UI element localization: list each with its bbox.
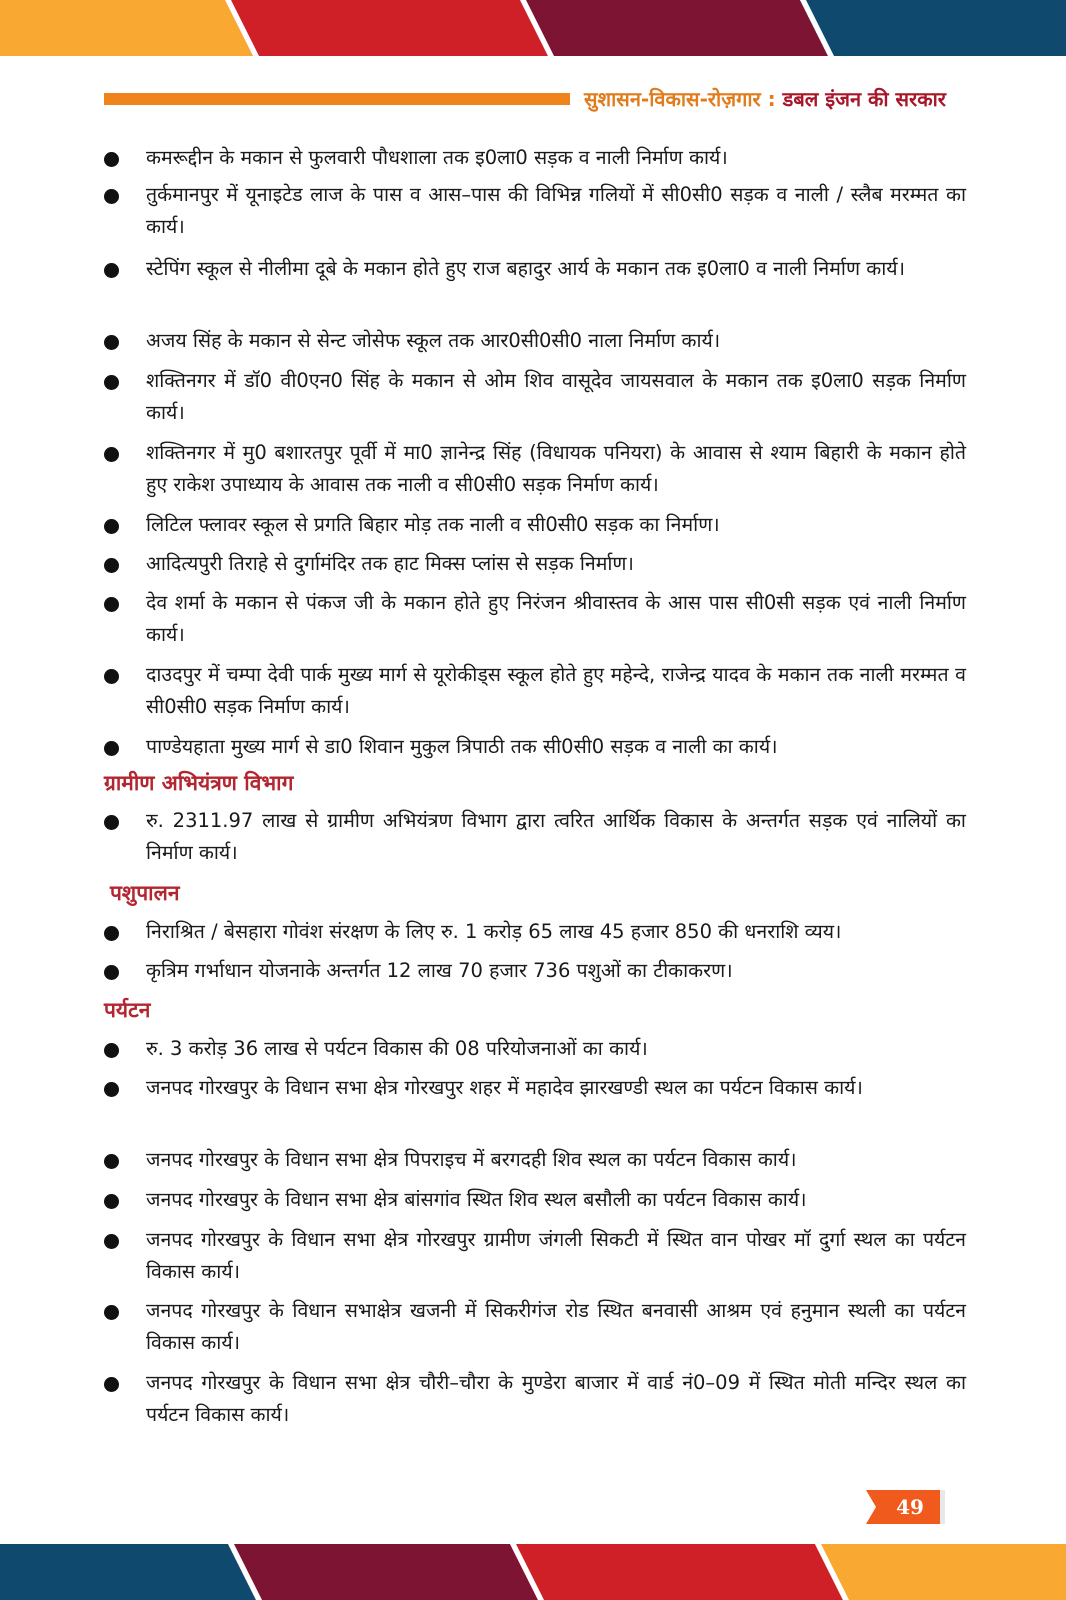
bullet-icon (104, 1043, 119, 1058)
bullet-icon (104, 558, 119, 573)
list-item-text: पाण्डेयहाता मुख्य मार्ग से डा0 शिवान मुकुल त्रिपाठी तक सी0सी0 सड़क व नाली का कार्य। (146, 735, 778, 758)
bullet-icon (104, 263, 119, 278)
bullet-icon (104, 741, 119, 756)
bullet-icon (104, 1377, 119, 1392)
bullet-icon (104, 447, 119, 462)
list-item-text: जनपद गोरखपुर के विधान सभा क्षेत्र बांसगांव स्थित शिव स्थल बसौली का पर्यटन विकास कार्य। (146, 1188, 807, 1211)
section-heading: पर्यटन (104, 997, 151, 1022)
list-item-text: दाउदपुर में चम्पा देवी पार्क मुख्य मार्ग से यूरोकीड्स स्कूल होते हुए महेन्दे, राजेन्द्र यादव के मकान तक नाली मरम्मत व सी0सी0 सड़क निर्माण कार्य। (146, 663, 966, 718)
list-item-text: स्टेपिंग स्कूल से नीलीमा दूबे के मकान होते हुए राज बहादुर आर्य के मकान तक इ0ला0 व नाली निर्माण कार्य। (146, 257, 905, 280)
list-item-text: शक्तिनगर में मु0 बशारतपुर पूर्वी में मा0 ज्ञानेन्द्र सिंह (विधायक पनियरा) के आवास से श्याम बिहारी के मकान होते हुए राकेश उपाध्याय के आवास तक नाली व सी0सी0 सड़क निर्माण कार्य। (146, 441, 966, 496)
top-decorative-band (0, 0, 1066, 56)
list-item-text: तुर्कमानपुर में यूनाइटेड लाज के पास व आस–पास की विभिन्न गलियों में सी0सी0 सड़क व नाली / स्लैब मरम्मत का कार्य। (146, 183, 966, 238)
list-item-text: आदित्यपुरी तिराहे से दुर्गामंदिर तक हाट मिक्स प्लांस से सड़क निर्माण। (146, 552, 634, 575)
list-item-text: अजय सिंह के मकान से सेन्ट जोसेफ स्कूल तक आर0सी0सी0 नाला निर्माण कार्य। (146, 329, 721, 352)
list-item-text: रु. 3 करोड़ 36 लाख से पर्यटन विकास की 08 परियोजनाओं का कार्य। (146, 1037, 648, 1060)
list-item-text: रु. 2311.97 लाख से ग्रामीण अभियंत्रण विभाग द्वारा त्वरित आर्थिक विकास के अन्तर्गत सड़क एवं नालियों का निर्माण कार्य। (146, 809, 966, 864)
section-heading: ग्रामीण अभियंत्रण विभाग (104, 770, 294, 795)
list-item-text: जनपद गोरखपुर के विधान सभा क्षेत्र गोरखपुर ग्रामीण जंगली सिकटी में स्थित वान पोखर मॉ दुर्गा स्थल का पर्यटन विकास कार्य। (146, 1228, 966, 1283)
bullet-icon (104, 519, 119, 534)
list-item-text: जनपद गोरखपुर के विधान सभा क्षेत्र पिपराइच में बरगदही शिव स्थल का पर्यटन विकास कार्य। (146, 1148, 797, 1171)
header-title (584, 84, 964, 114)
list-item-text: जनपद गोरखपुर के विधान सभा क्षेत्र गोरखपुर शहर में महादेव झारखण्डी स्थल का पर्यटन विकास कार्य। (146, 1076, 863, 1099)
list-item-text: कमरूद्दीन के मकान से फुलवारी पौधशाला तक इ0ला0 सड़क व नाली निर्माण कार्य। (146, 146, 728, 169)
list-item-text: शक्तिनगर में डॉ0 वी0एन0 सिंह के मकान से ओम शिव वासूदेव जायसवाल के मकान तक इ0ला0 सड़क निर्माण कार्य। (146, 369, 966, 424)
bullet-icon (104, 669, 119, 684)
bullet-icon (104, 597, 119, 612)
section-heading: पशुपालन (110, 880, 180, 905)
list-item-text: निराश्रित / बेसहारा गोवंश संरक्षण के लिए रु. 1 करोड़ 65 लाख 45 हजार 850 की धनराशि व्यय। (146, 920, 842, 943)
bullet-icon (104, 1305, 119, 1320)
page-number-badge (866, 1490, 962, 1524)
bullet-icon (104, 1234, 119, 1249)
bullet-icon (104, 375, 119, 390)
bullet-icon (104, 189, 119, 204)
list-item-text: लिटिल फ्लावर स्कूल से प्रगति बिहार मोड़ तक नाली व सी0सी0 सड़क का निर्माण। (146, 513, 720, 536)
bullet-icon (104, 1194, 119, 1209)
bullet-icon (104, 965, 119, 980)
list-item-text: जनपद गोरखपुर के विधान सभा क्षेत्र चौरी–चौरा के मुण्डेरा बाजार में वार्ड नं0–09 में स्थित मोती मन्दिर स्थल का पर्यटन विकास कार्य। (146, 1371, 966, 1426)
bullet-icon (104, 335, 119, 350)
bullet-icon (104, 1082, 119, 1097)
bullet-icon (104, 815, 119, 830)
list-item-text: देव शर्मा के मकान से पंकज जी के मकान होते हुए निरंजन श्रीवास्तव के आस पास सी0सी सड़क एवं नाली निर्माण कार्य। (146, 591, 966, 646)
header-title-part1: सुशासन-विकास-रोज़गार : (584, 87, 783, 111)
bullet-icon (104, 926, 119, 941)
bottom-decorative-band (0, 1544, 1066, 1600)
header-title-part2: डबल इंजन की सरकार (782, 87, 946, 111)
page-number: 49 (896, 1495, 924, 1519)
bullet-icon (104, 152, 119, 167)
header-rule (104, 93, 570, 105)
bullet-icon (104, 1154, 119, 1169)
list-item-text: कृत्रिम गर्भाधान योजनाके अन्तर्गत 12 लाख 70 हजार 736 पशुओं का टीकाकरण। (146, 959, 733, 982)
list-item-text: जनपद गोरखपुर के विधान सभाक्षेत्र खजनी में सिकरीगंज रोड स्थित बनवासी आश्रम एवं हनुमान स्थली का पर्यटन विकास कार्य। (146, 1299, 966, 1354)
